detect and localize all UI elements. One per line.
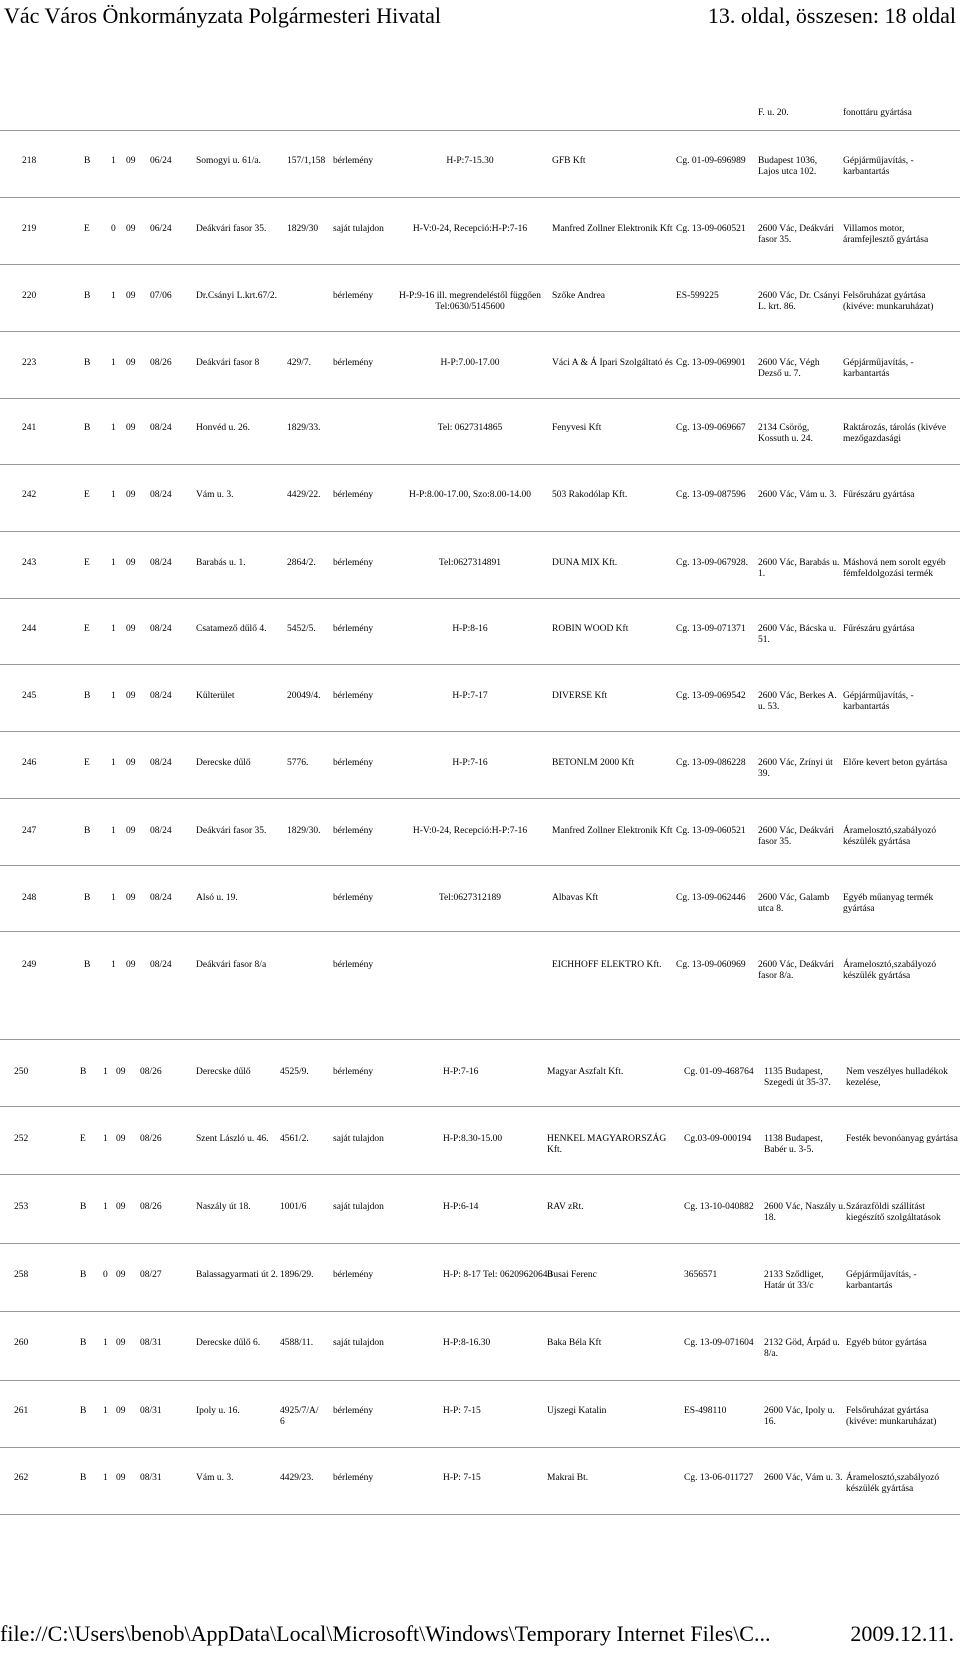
row-number: 219: [22, 224, 37, 234]
row-code-2: 09: [126, 291, 136, 301]
row-registration: Cg. 13-09-069901: [676, 358, 746, 368]
row-company: Váci A & Á Ipari Szolgáltató és: [552, 358, 673, 368]
footer-file-path: file://C:\Users\benob\AppData\Local\Microsoft\Windows\Temporary Internet Files\C...: [0, 1621, 771, 1646]
row-registration: Cg.03-09-000194: [684, 1134, 752, 1144]
row-parcel-number: 4588/11.: [280, 1338, 314, 1348]
row-opening-hours: H-P:7-15.30: [446, 156, 494, 166]
row-registration: Cg. 13-09-071371: [676, 624, 746, 634]
row-separator: [0, 1106, 960, 1107]
row-parcel-number: 4429/23.: [280, 1473, 314, 1483]
row-registration: 3656571: [684, 1270, 718, 1280]
prev-row-address-tail: F. u. 20.: [758, 108, 789, 118]
row-company: BETONLM 2000 Kft: [552, 758, 635, 768]
row-company: HENKEL MAGYARORSZÁG Kft.: [547, 1134, 667, 1155]
row-company: EICHHOFF ELEKTRO Kft.: [552, 960, 662, 970]
row-activity: Előre kevert beton gyártása: [843, 758, 948, 768]
row-date: 07/06: [150, 291, 172, 301]
row-separator: [0, 1380, 960, 1381]
row-address: Deákvári fasor 35.: [196, 224, 267, 234]
row-code-2: 09: [126, 423, 136, 433]
row-registration: Cg. 13-09-069542: [676, 691, 746, 701]
footer-date: 2009.12.11.: [850, 1621, 954, 1646]
row-activity: Felsőruházat gyártása (kivéve: munkaruházat): [843, 291, 934, 312]
row-activity: Nem veszélyes hulladékok kezelése,: [846, 1067, 948, 1088]
row-type: B: [84, 691, 91, 701]
row-opening-hours: H-P: 7-15: [443, 1406, 481, 1416]
row-activity: Gépjárműjavítás, -karbantartás: [843, 156, 914, 177]
row-parcel-number: 1829/33.: [287, 423, 321, 433]
row-activity: Egyéb bútor gyártása: [846, 1338, 927, 1348]
row-code-1: 1: [103, 1338, 108, 1348]
row-ownership: saját tulajdon: [333, 1338, 384, 1348]
row-code-2: 09: [116, 1406, 126, 1416]
row-type: B: [80, 1406, 87, 1416]
row-address: Vám u. 3.: [196, 490, 234, 500]
row-address: Barabás u. 1.: [196, 558, 246, 568]
row-registration: ES-498110: [684, 1406, 727, 1416]
row-code-2: 09: [116, 1134, 126, 1144]
row-date: 08/26: [140, 1134, 162, 1144]
row-type: B: [80, 1202, 87, 1212]
row-type: B: [80, 1270, 87, 1280]
row-number: 252: [14, 1134, 29, 1144]
row-separator: [0, 1447, 960, 1448]
row-parcel-number: 4925/7/A/ 6: [280, 1406, 319, 1427]
row-opening-hours: H-P:7-16: [452, 758, 488, 768]
row-address: Balassagyarmati út 2.: [196, 1270, 279, 1280]
row-opening-hours: H-P:6-14: [443, 1202, 479, 1212]
row-parcel-number: 4525/9.: [280, 1067, 309, 1077]
row-registration: ES-599225: [676, 291, 719, 301]
row-date: 08/24: [150, 691, 172, 701]
row-registration: Cg. 13-09-060521: [676, 224, 746, 234]
row-code-2: 09: [126, 224, 136, 234]
row-company: Magyar Aszfalt Kft.: [547, 1067, 624, 1077]
row-code-2: 09: [126, 893, 136, 903]
row-date: 08/31: [140, 1338, 162, 1348]
prev-row-activity-tail: fonottáru gyártása: [843, 108, 912, 118]
row-parcel-number: 4429/22.: [287, 490, 321, 500]
row-code-2: 09: [126, 624, 136, 634]
row-code-1: 1: [111, 624, 116, 634]
row-code-1: 1: [111, 960, 116, 970]
page-title: Vác Város Önkormányzata Polgármesteri Hivatal: [4, 3, 442, 28]
row-seat: 2600 Vác, Barabás u. 1.: [758, 558, 840, 579]
row-ownership: bérlemény: [333, 691, 374, 701]
row-separator: [0, 130, 960, 131]
row-seat: 2600 Vác, Deákvári fasor 8/a.: [758, 960, 835, 981]
row-ownership: bérlemény: [333, 1406, 374, 1416]
row-address: Külterület: [196, 691, 235, 701]
row-opening-hours: H-P:8-16: [452, 624, 488, 634]
row-date: 08/27: [140, 1270, 162, 1280]
row-parcel-number: 5452/5.: [287, 624, 316, 634]
row-code-2: 09: [126, 358, 136, 368]
row-seat: 2600 Vác, Berkes A. u. 53.: [758, 691, 837, 712]
row-company: Baka Béla Kft: [547, 1338, 602, 1348]
row-number: 250: [14, 1067, 29, 1077]
row-seat: 2600 Vác, Deákvári fasor 35.: [758, 826, 835, 847]
row-ownership: bérlemény: [333, 893, 374, 903]
row-opening-hours: Tel: 0627314865: [437, 423, 503, 433]
row-seat: 2132 Göd, Árpád u. 8/a.: [764, 1338, 840, 1359]
row-company: DUNA MIX Kft.: [552, 558, 618, 568]
row-registration: Cg. 13-09-086228: [676, 758, 746, 768]
row-ownership: saját tulajdon: [333, 1134, 384, 1144]
row-parcel-number: 4561/2.: [280, 1134, 309, 1144]
row-address: Ipoly u. 16.: [196, 1406, 240, 1416]
row-activity: Gépjárműjavítás, -karbantartás: [843, 358, 914, 379]
row-date: 08/24: [150, 624, 172, 634]
row-address: Szent László u. 46.: [196, 1134, 269, 1144]
row-seat: 2600 Vác, Végh Dezső u. 7.: [758, 358, 820, 379]
row-address: Csatamező dűlő 4.: [196, 624, 267, 634]
row-parcel-number: 1896/29.: [280, 1270, 314, 1280]
row-type: B: [84, 893, 91, 903]
row-separator: [0, 1311, 960, 1312]
row-code-2: 09: [116, 1202, 126, 1212]
row-code-1: 1: [111, 691, 116, 701]
row-registration: Cg. 13-09-069667: [676, 423, 746, 433]
row-date: 08/24: [150, 490, 172, 500]
row-opening-hours: H-P:8.30-15.00: [443, 1134, 503, 1144]
row-company: Fenyvesi Kft: [552, 423, 602, 433]
page-counter: 13. oldal, összesen: 18 oldal: [707, 3, 956, 28]
row-address: Alsó u. 19.: [196, 893, 238, 903]
row-number: 260: [14, 1338, 29, 1348]
row-number: 245: [22, 691, 37, 701]
row-seat: 2600 Vác, Galamb utca 8.: [758, 893, 830, 914]
row-opening-hours: H-P:9-16 ill. megrendeléstől függően Tel:0630/5145600: [399, 291, 541, 312]
row-company: Manfred Zollner Elektronik Kft: [552, 224, 673, 234]
row-separator: [0, 865, 960, 866]
row-code-2: 09: [126, 691, 136, 701]
row-opening-hours: H-P:8-16.30: [443, 1338, 491, 1348]
row-code-1: 1: [111, 423, 116, 433]
row-number: 223: [22, 358, 37, 368]
row-code-1: 1: [111, 358, 116, 368]
row-address: Derecske dűlő: [196, 1067, 251, 1077]
row-code-1: 0: [111, 224, 116, 234]
row-opening-hours: H-P:7-16: [443, 1067, 479, 1077]
row-address: Honvéd u. 26.: [196, 423, 250, 433]
row-company: Busai Ferenc: [547, 1270, 597, 1280]
row-parcel-number: 5776.: [287, 758, 309, 768]
row-code-1: 1: [111, 826, 116, 836]
row-code-2: 09: [126, 558, 136, 568]
row-opening-hours: H-V:0-24, Recepció:H-P:7-16: [412, 826, 528, 836]
row-separator: [0, 798, 960, 799]
row-separator: [0, 197, 960, 198]
row-code-1: 1: [111, 156, 116, 166]
row-activity: Áramelosztó,szabályozó készülék gyártása: [846, 1473, 940, 1494]
row-registration: Cg. 13-09-071604: [684, 1338, 754, 1348]
row-ownership: bérlemény: [333, 624, 374, 634]
row-company: ROBIN WOOD Kft: [552, 624, 629, 634]
row-separator: [0, 331, 960, 332]
row-type: E: [84, 758, 90, 768]
row-code-2: 09: [126, 156, 136, 166]
row-registration: Cg. 01-09-468764: [684, 1067, 754, 1077]
row-company: GFB Kft: [552, 156, 586, 166]
row-seat: 1135 Budapest, Szegedi út 35-37.: [764, 1067, 831, 1088]
row-ownership: bérlemény: [333, 156, 374, 166]
row-date: 08/31: [140, 1473, 162, 1483]
row-ownership: saját tulajdon: [333, 1202, 384, 1212]
row-separator: [0, 1243, 960, 1244]
row-separator: [0, 464, 960, 465]
row-address: Derecske dűlő: [196, 758, 251, 768]
row-address: Derecske dűlő 6.: [196, 1338, 261, 1348]
row-type: E: [80, 1134, 86, 1144]
row-opening-hours: Tel:0627314891: [438, 558, 502, 568]
row-type: B: [84, 423, 91, 433]
row-type: E: [84, 558, 90, 568]
row-number: 242: [22, 490, 37, 500]
row-address: Naszály út 18.: [196, 1202, 251, 1212]
row-type: B: [80, 1473, 87, 1483]
row-date: 06/24: [150, 156, 172, 166]
row-ownership: bérlemény: [333, 758, 374, 768]
row-seat: 1138 Budapest, Babér u. 3-5.: [764, 1134, 823, 1155]
row-address: Vám u. 3.: [196, 1473, 234, 1483]
row-date: 08/24: [150, 758, 172, 768]
row-seat: 2600 Vác, Dr. Csányi L. krt. 86.: [758, 291, 840, 312]
row-number: 246: [22, 758, 37, 768]
row-company: Ujszegi Katalin: [547, 1406, 607, 1416]
row-code-1: 1: [111, 893, 116, 903]
row-code-2: 09: [116, 1067, 126, 1077]
row-number: 243: [22, 558, 37, 568]
row-type: E: [84, 490, 90, 500]
row-number: 241: [22, 423, 37, 433]
row-opening-hours: H-V:0-24, Recepció:H-P:7-16: [412, 224, 528, 234]
row-number: 258: [14, 1270, 29, 1280]
row-seat: 2600 Vác, Deákvári fasor 35.: [758, 224, 835, 245]
row-date: 08/31: [140, 1406, 162, 1416]
row-seat: 2600 Vác, Ipoly u. 16.: [764, 1406, 835, 1427]
row-ownership: saját tulajdon: [333, 224, 384, 234]
row-seat: 2600 Vác, Bácska u. 51.: [758, 624, 837, 645]
row-code-1: 1: [111, 558, 116, 568]
row-activity: Fűrészáru gyártása: [843, 490, 915, 500]
row-separator: [0, 531, 960, 532]
row-date: 08/26: [140, 1202, 162, 1212]
row-seat: 2134 Csörög, Kossuth u. 24.: [758, 423, 813, 444]
row-activity: Felsőruházat gyártása (kivéve: munkaruházat): [846, 1406, 937, 1427]
row-ownership: bérlemény: [333, 291, 374, 301]
row-type: B: [84, 156, 91, 166]
row-opening-hours: Tel:0627312189: [438, 893, 502, 903]
row-number: 249: [22, 960, 37, 970]
row-number: 261: [14, 1406, 29, 1416]
row-date: 08/26: [150, 358, 172, 368]
row-parcel-number: 1829/30: [287, 224, 319, 234]
row-registration: Cg. 13-09-087596: [676, 490, 746, 500]
row-activity: Áramelosztó,szabályozó készülék gyártása: [843, 826, 937, 847]
row-ownership: bérlemény: [333, 826, 374, 836]
row-seat: 2600 Vác, Vám u. 3.: [758, 490, 837, 500]
row-type: B: [84, 358, 91, 368]
row-separator: [0, 931, 960, 932]
row-number: 244: [22, 624, 37, 634]
row-parcel-number: 1001/6: [280, 1202, 307, 1212]
row-company: Albavas Kft: [552, 893, 599, 903]
row-company: RAV zRt.: [547, 1202, 584, 1212]
row-ownership: bérlemény: [333, 358, 374, 368]
row-company: DIVERSE Kft: [552, 691, 608, 701]
row-type: B: [80, 1338, 87, 1348]
row-separator: [0, 664, 960, 665]
row-number: 262: [14, 1473, 29, 1483]
row-seat: Budapest 1036, Lajos utca 102.: [758, 156, 818, 177]
row-code-1: 1: [111, 490, 116, 500]
row-company: 503 Rakodólap Kft.: [552, 490, 628, 500]
row-type: B: [84, 960, 91, 970]
row-opening-hours: H-P:7-17: [452, 691, 488, 701]
row-seat: 2600 Vác, Vám u. 3.: [764, 1473, 843, 1483]
row-code-2: 09: [126, 758, 136, 768]
row-activity: Raktározás, tárolás (kivéve mezőgazdasági: [843, 423, 947, 444]
row-address: Deákvári fasor 8/a: [196, 960, 267, 970]
row-code-2: 09: [116, 1270, 126, 1280]
row-registration: Cg. 13-09-060521: [676, 826, 746, 836]
row-address: Deákvári fasor 35.: [196, 826, 267, 836]
row-address: Somogyi u. 61/a.: [196, 156, 261, 166]
row-code-2: 09: [116, 1473, 126, 1483]
row-activity: Egyéb műanyag termék gyártása: [843, 893, 934, 914]
row-type: B: [84, 826, 91, 836]
row-ownership: bérlemény: [333, 1067, 374, 1077]
row-registration: Cg. 13-09-060969: [676, 960, 746, 970]
row-date: 06/24: [150, 224, 172, 234]
row-activity: Villamos motor, áramfejlesztő gyártása: [843, 224, 929, 245]
row-ownership: bérlemény: [333, 490, 374, 500]
row-address: Deákvári fasor 8: [196, 358, 260, 368]
row-date: 08/24: [150, 960, 172, 970]
row-seat: 2133 Sződliget, Határ út 33/c: [764, 1270, 824, 1291]
row-code-1: 1: [103, 1406, 108, 1416]
row-activity: Festék bevonóanyag gyártása: [846, 1134, 958, 1144]
row-opening-hours: H-P: 7-15: [443, 1473, 481, 1483]
row-separator: [0, 731, 960, 732]
row-ownership: bérlemény: [333, 558, 374, 568]
row-separator: [0, 1039, 960, 1040]
row-parcel-number: 157/1,158: [287, 156, 326, 166]
row-address: Dr.Csányi L.krt.67/2.: [196, 291, 278, 301]
row-code-1: 1: [103, 1202, 108, 1212]
row-separator: [0, 1514, 960, 1515]
row-number: 218: [22, 156, 37, 166]
row-code-2: 09: [116, 1338, 126, 1348]
row-type: B: [80, 1067, 87, 1077]
row-opening-hours: H-P:7.00-17.00: [440, 358, 500, 368]
row-opening-hours: H-P: 8-17 Tel: 06209620640: [443, 1270, 553, 1280]
row-parcel-number: 1829/30.: [287, 826, 321, 836]
row-date: 08/24: [150, 423, 172, 433]
row-code-1: 1: [103, 1134, 108, 1144]
row-separator: [0, 1174, 960, 1175]
row-registration: Cg. 13-09-062446: [676, 893, 746, 903]
row-activity: Áramelosztó,szabályozó készülék gyártása: [843, 960, 937, 981]
row-activity: Gépjárműjavítás, -karbantartás: [846, 1270, 917, 1291]
row-code-2: 09: [126, 960, 136, 970]
row-activity: Gépjárműjavítás, -karbantartás: [843, 691, 914, 712]
row-ownership: bérlemény: [333, 1270, 374, 1280]
row-seat: 2600 Vác, Naszály u. 18.: [764, 1202, 846, 1223]
row-registration: Cg. 01-09-696989: [676, 156, 746, 166]
row-code-2: 09: [126, 490, 136, 500]
row-date: 08/24: [150, 826, 172, 836]
row-type: E: [84, 224, 90, 234]
row-separator: [0, 598, 960, 599]
row-activity: Szárazföldi szállítást kiegészítő szolgáltatások: [846, 1202, 941, 1223]
row-code-1: 0: [103, 1270, 108, 1280]
row-separator: [0, 398, 960, 399]
row-number: 248: [22, 893, 37, 903]
row-registration: Cg. 13-09-067928.: [676, 558, 749, 568]
row-registration: Cg. 13-06-011727: [684, 1473, 754, 1483]
row-activity: Máshová nem sorolt egyéb fémfeldolgozási termék: [843, 558, 946, 579]
row-date: 08/26: [140, 1067, 162, 1077]
row-date: 08/24: [150, 893, 172, 903]
row-type: E: [84, 624, 90, 634]
row-separator: [0, 264, 960, 265]
row-parcel-number: 429/7.: [287, 358, 312, 368]
row-company: Manfred Zollner Elektronik Kft: [552, 826, 673, 836]
row-registration: Cg. 13-10-040882: [684, 1202, 754, 1212]
row-type: B: [84, 291, 91, 301]
row-number: 220: [22, 291, 37, 301]
row-ownership: bérlemény: [333, 960, 374, 970]
row-parcel-number: 20049/4.: [287, 691, 321, 701]
row-code-1: 1: [111, 291, 116, 301]
row-company: Makrai Bt.: [547, 1473, 589, 1483]
row-seat: 2600 Vác, Zrínyi út 39.: [758, 758, 833, 779]
row-parcel-number: 2864/2.: [287, 558, 316, 568]
row-ownership: bérlemény: [333, 1473, 374, 1483]
row-opening-hours: H-P:8.00-17.00, Szo:8.00-14.00: [409, 490, 531, 500]
row-date: 08/24: [150, 558, 172, 568]
row-code-1: 1: [103, 1473, 108, 1483]
row-code-1: 1: [111, 758, 116, 768]
row-company: Szőke Andrea: [552, 291, 606, 301]
row-number: 253: [14, 1202, 29, 1212]
row-code-1: 1: [103, 1067, 108, 1077]
row-code-2: 09: [126, 826, 136, 836]
row-number: 247: [22, 826, 37, 836]
row-activity: Fűrészáru gyártása: [843, 624, 915, 634]
